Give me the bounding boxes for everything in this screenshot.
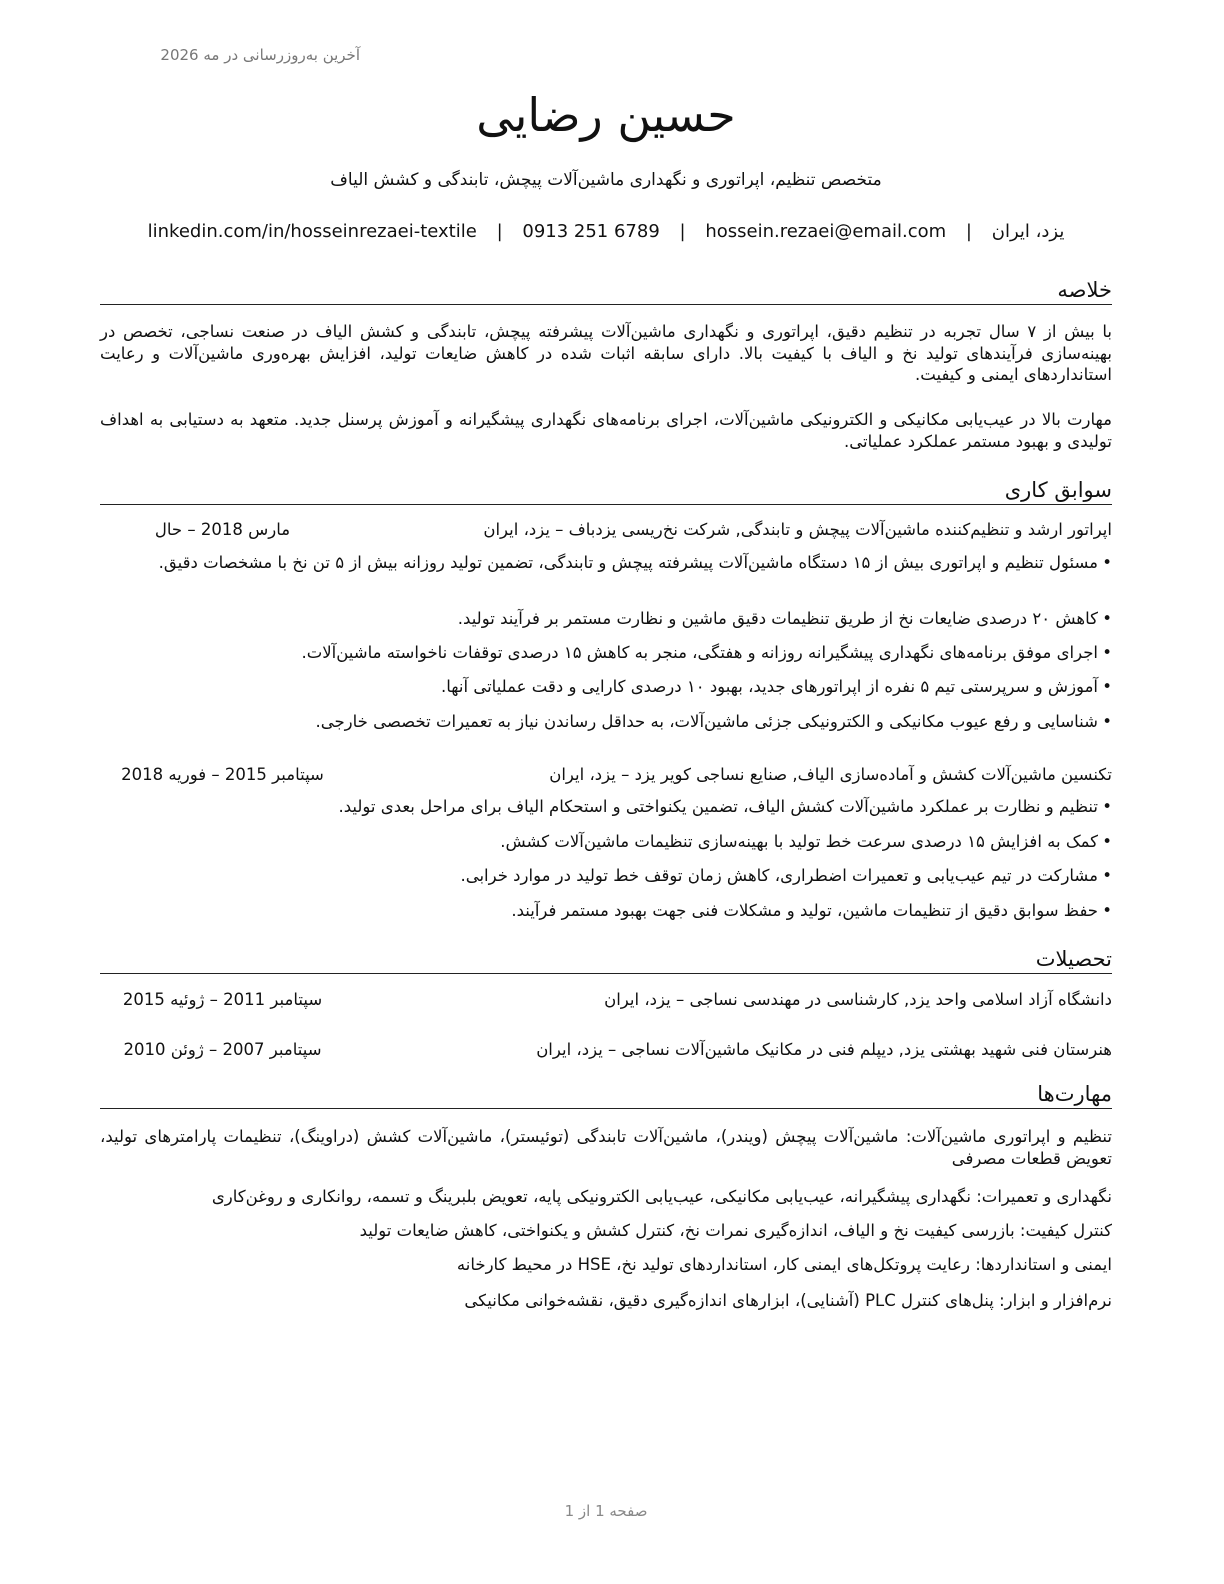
education-dates: سپتامبر 2011 – ژوئیه 2015 (122, 990, 323, 1009)
job-header (100, 765, 1112, 789)
last-updated-note: آخرین به‌روزرسانی در مه 2026 (160, 46, 360, 64)
job-bullet: • تنظیم و نظارت بر عملکرد ماشین‌آلات کشش الیاف، تضمین یکنواختی و استحکام الیاف برای مراحل بعدی تولید. (338, 797, 1112, 816)
skill-item: تنظیم و اپراتوری ماشین‌آلات: ماشین‌آلات پیچش (ویندر)، ماشین‌آلات تابندگی (توئیستر)، ماشین‌آلات کشش (دراوینگ)، تنظیمات پارامترهای تولید، تعویض قطعات مصرفی (100, 1127, 1112, 1168)
contact-line (100, 221, 1112, 242)
bullet-dot-icon: • (1102, 553, 1112, 572)
section-title-education: تحصیلات (100, 946, 1112, 974)
contact-separator: | (965, 221, 972, 242)
summary-paragraph-2: مهارت بالا در عیب‌یابی مکانیکی و الکترونیکی ماشین‌آلات، اجرای برنامه‌های نگهداری پیشگیرانه و آموزش پرسنل جدید. متعهد به دستیابی به اهداف تولیدی و بهبود مستمر عملکرد عملیاتی. (100, 410, 1112, 451)
contact-separator: | (679, 221, 686, 242)
contact-separator: | (496, 221, 503, 242)
bullet-dot-icon: • (1102, 609, 1112, 628)
job-dates: سپتامبر 2015 – فوریه 2018 (121, 765, 324, 784)
bullet-dot-icon: • (1102, 866, 1112, 885)
job-bullet: • حفظ سوابق دقیق از تنظیمات ماشین، تولید و مشکلات فنی جهت بهبود مستمر فرآیند. (511, 901, 1112, 920)
bullet-dot-icon: • (1102, 643, 1112, 662)
job-title: تکنسین ماشین‌آلات کشش و آماده‌سازی الیاف, صنایع نساجی کویر یزد – یزد، ایران (549, 765, 1112, 784)
job-bullet: • اجرای موفق برنامه‌های نگهداری پیشگیرانه روزانه و هفتگی، منجر به کاهش ۱۵ درصدی توقفات ناخواسته ماشین‌آلات. (301, 643, 1112, 662)
skill-item: ایمنی و استانداردها: رعایت پروتکل‌های ایمنی کار، استانداردهای تولید نخ، HSE در محیط کارخانه (456, 1255, 1112, 1274)
page-number: صفحه 1 از 1 (564, 1502, 648, 1520)
skill-item: نرم‌افزار و ابزار: پنل‌های کنترل PLC (آشنایی)، ابزارهای اندازه‌گیری دقیق، نقشه‌خوانی مکانیکی (464, 1291, 1112, 1310)
section-title-skills: مهارت‌ها (100, 1081, 1112, 1109)
section-title-summary: خلاصه (100, 277, 1112, 305)
contact-location: یزد، ایران (991, 221, 1065, 242)
contact-linkedin[interactable]: linkedin.com/in/hosseinrezaei-textile (147, 221, 477, 242)
candidate-headline: متخصص تنظیم، اپراتوری و نگهداری ماشین‌آلات پیچش، تابندگی و کشش الیاف (330, 170, 882, 190)
job-bullet: • کاهش ۲۰ درصدی ضایعات نخ از طریق تنظیمات دقیق ماشین و نظارت مستمر بر فرآیند تولید. (457, 609, 1112, 628)
resume-page (100, 0, 1112, 1584)
contact-email[interactable]: hossein.rezaei@email.com (705, 221, 947, 242)
bullet-dot-icon: • (1102, 677, 1112, 696)
section-title-experience: سوابق کاری (100, 477, 1112, 505)
job-bullet: • شناسایی و رفع عیوب مکانیکی و الکترونیکی جزئی ماشین‌آلات، به حداقل رساندن نیاز به تعمیرات تخصصی خارجی. (315, 712, 1112, 731)
bullet-dot-icon: • (1102, 901, 1112, 920)
education-dates: سپتامبر 2007 – ژوئن 2010 (123, 1040, 322, 1059)
job-bullet: • مشارکت در تیم عیب‌یابی و تعمیرات اضطراری، کاهش زمان توقف خط تولید در موارد خرابی. (460, 866, 1112, 885)
bullet-dot-icon: • (1102, 712, 1112, 731)
skill-item: کنترل کیفیت: بازرسی کیفیت نخ و الیاف، اندازه‌گیری نمرات نخ، کنترل کشش و یکنواختی، کاهش ضایعات تولید (359, 1221, 1112, 1240)
summary-paragraph-1: با بیش از ۷ سال تجربه در تنظیم دقیق، اپراتوری و نگهداری ماشین‌آلات پیشرفته پیچش، تابندگی و کشش الیاف در صنعت نساجی، تخصص در بهینه‌سازی فرآیندهای تولید نخ و الیاف با کیفیت بالا. دارای سابقه اثبات شده در کاهش ضایعات تولید، افزایش بهره‌وری ماشین‌آلات و رعایت استانداردهای ایمنی و کیفیت. (100, 322, 1113, 384)
job-header (100, 520, 1112, 544)
education-item (100, 990, 1112, 1014)
job-dates: مارس 2018 – حال (154, 520, 291, 539)
education-item (100, 1040, 1112, 1064)
bullet-dot-icon: • (1102, 832, 1112, 851)
bullet-dot-icon: • (1102, 797, 1112, 816)
job-title: اپراتور ارشد و تنظیم‌کننده ماشین‌آلات پیچش و تابندگی, شرکت نخ‌ریسی یزدباف – یزد، ایران (483, 520, 1112, 539)
education-title: هنرستان فنی شهید بهشتی یزد, دیپلم فنی در مکانیک ماشین‌آلات نساجی – یزد، ایران (536, 1040, 1112, 1059)
job-bullet: • مسئول تنظیم و اپراتوری بیش از ۱۵ دستگاه ماشین‌آلات پیشرفته پیچش و تابندگی، تضمین تولید روزانه بیش از ۵ تن نخ با مشخصات دقیق. (158, 553, 1112, 572)
candidate-name: حسین رضایی (476, 88, 736, 142)
skill-item: نگهداری و تعمیرات: نگهداری پیشگیرانه، عیب‌یابی مکانیکی، عیب‌یابی الکترونیکی پایه، تعویض بلبرینگ و تسمه، روانکاری و روغن‌کاری (211, 1187, 1112, 1206)
job-bullet: • کمک به افزایش ۱۵ درصدی سرعت خط تولید با بهینه‌سازی تنظیمات ماشین‌آلات کشش. (500, 832, 1112, 851)
job-bullet: • آموزش و سرپرستی تیم ۵ نفره از اپراتورهای جدید، بهبود ۱۰ درصدی کارایی و دقت عملیاتی آنها. (441, 677, 1112, 696)
contact-phone[interactable]: 0913 251 6789 (522, 221, 660, 242)
education-title: دانشگاه آزاد اسلامی واحد یزد, کارشناسی در مهندسی نساجی – یزد، ایران (604, 990, 1112, 1009)
